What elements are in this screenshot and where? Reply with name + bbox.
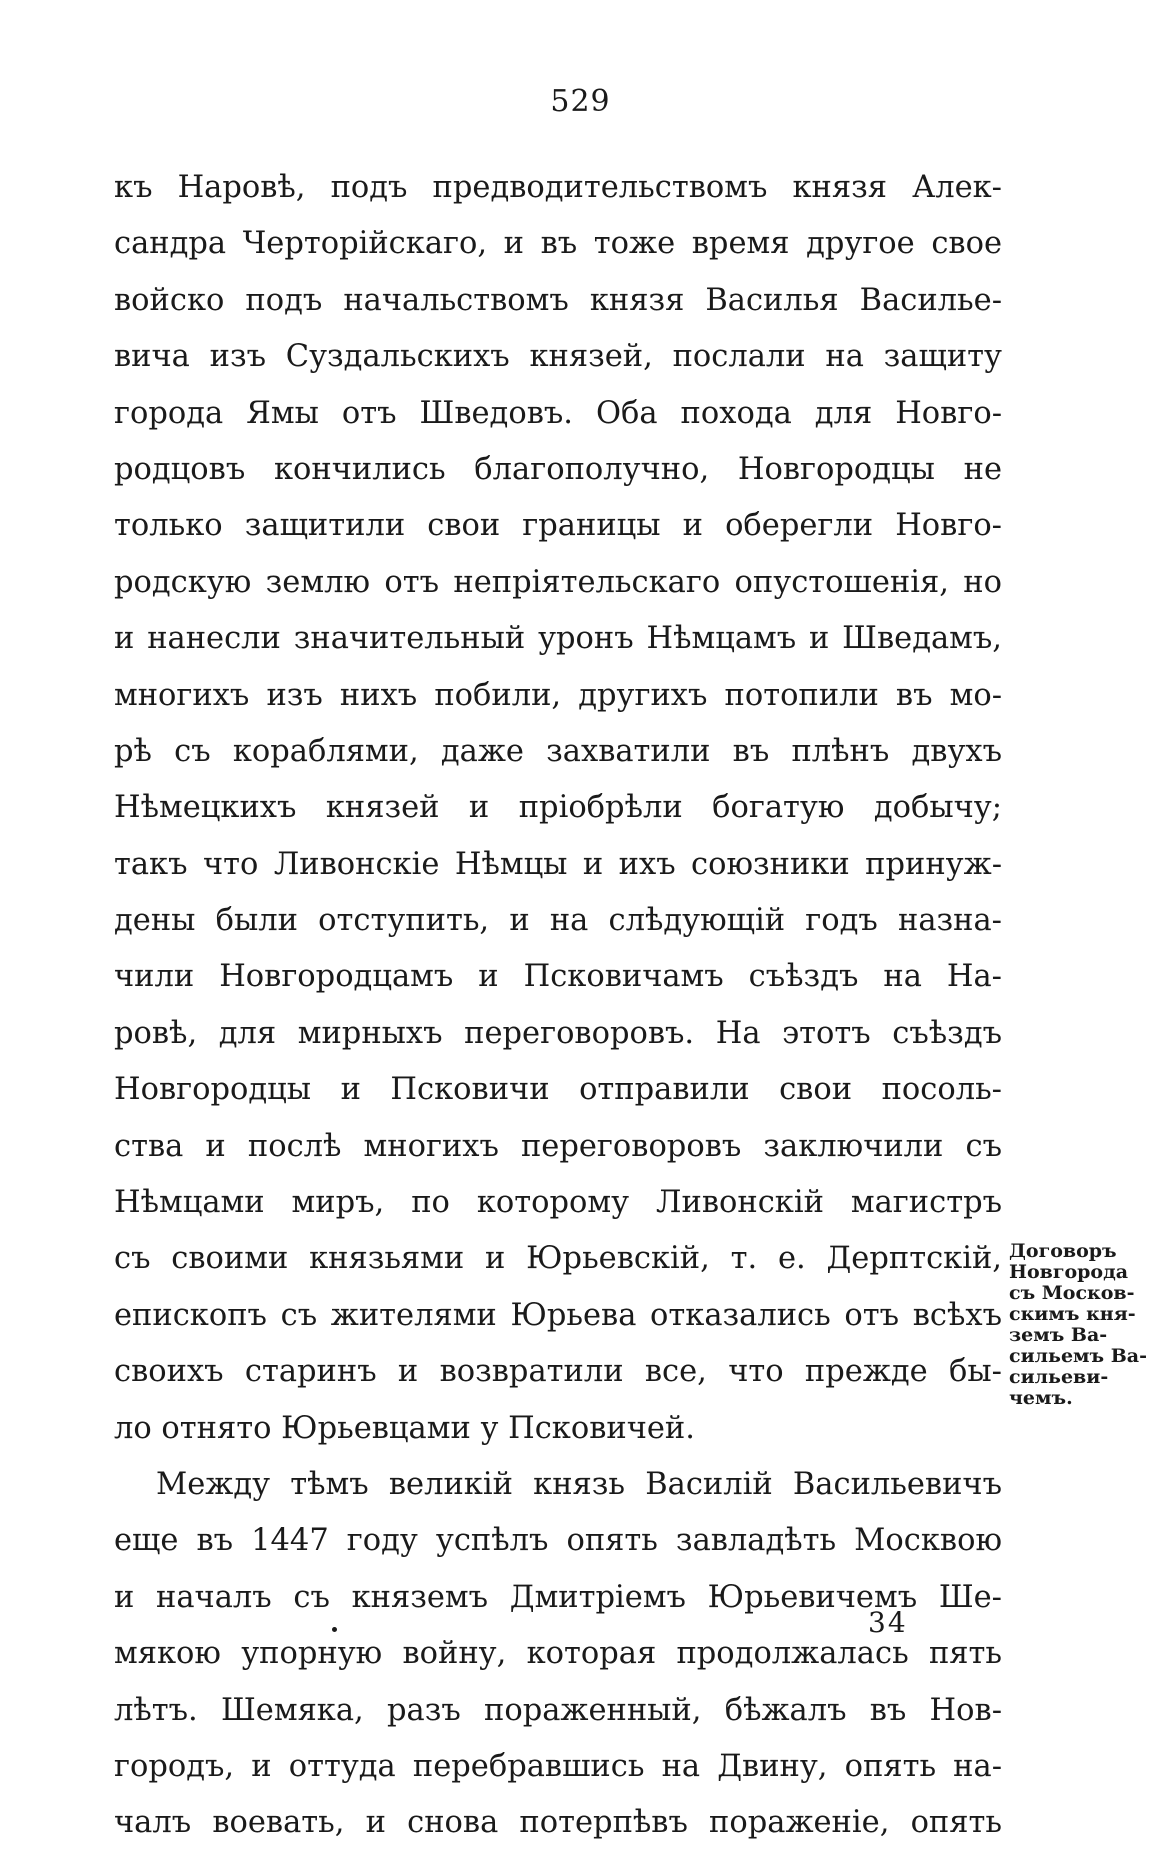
text-line: къ Наровѣ, подъ предводительствомъ князя Алек- <box>114 170 1002 205</box>
text-line: города Ямы отъ Шведовъ. Оба похода для Новго- <box>114 395 1002 431</box>
text-line: чалъ воевать, и снова потерпѣвъ пораженіе, опять <box>114 1805 1002 1841</box>
text-line: своихъ старинъ и возвратили все, что прежде бы- <box>114 1354 1002 1390</box>
margin-note <box>1009 1241 1159 1409</box>
text-line: многихъ изъ нихъ побили, другихъ потопили въ мо- <box>114 677 1002 713</box>
text-line: войско подъ начальствомъ князя Василья Василье- <box>114 282 1002 318</box>
text-line: рѣ съ кораблями, даже захватили въ плѣнъ двухъ <box>114 733 1002 769</box>
text-line: и началъ съ княземъ Дмитріемъ Юрьевичемъ Ше- <box>114 1579 1002 1615</box>
text-line: только защитили свои границы и оберегли Новго- <box>114 508 1002 544</box>
text-line: епископъ съ жителями Юрьева отказались отъ всѣхъ <box>114 1297 1002 1333</box>
text-line: городъ, и оттуда перебравшись на Двину, опять на- <box>114 1748 1002 1784</box>
margin-note-line: земъ Ва- <box>1009 1324 1108 1346</box>
text-line: съ своими князьями и Юрьевскій, т. е. Дерптскій, <box>114 1241 1002 1277</box>
margin-note-line: сильеви- <box>1009 1366 1109 1388</box>
page-number: 529 <box>550 84 611 119</box>
text-line: такъ что Ливонскіе Нѣмцы и ихъ союзники принуж- <box>114 846 1002 882</box>
text-line: мякою упорную войну, которая продолжалась пять <box>114 1636 1002 1672</box>
margin-note-line: чемъ. <box>1009 1387 1073 1409</box>
text-line: ло отнято Юрьевцами у Псковичей. <box>114 1410 695 1446</box>
text-line: Новгородцы и Псковичи отправили свои посоль- <box>114 1072 1002 1108</box>
margin-note-line: скимъ кня- <box>1009 1303 1136 1325</box>
text-line: родскую землю отъ непріятельскаго опустошенія, но <box>114 564 1002 600</box>
text-line: чили Новгородцамъ и Псковичамъ съѣздъ на На- <box>114 959 1002 995</box>
footer-dot <box>332 1627 337 1632</box>
text-line: еще въ 1447 году успѣлъ опять завладѣть Москвою <box>114 1523 1002 1559</box>
text-line: дены были отступить, и на слѣдующій годъ назна- <box>114 903 1002 939</box>
text-line: и нанесли значительный уронъ Нѣмцамъ и Шведамъ, <box>114 621 1002 657</box>
text-line: сандра Черторійскаго, и въ тоже время другое свое <box>114 226 1002 262</box>
text-line: ровѣ, для мирныхъ переговоровъ. На этотъ съѣздъ <box>114 1015 1002 1051</box>
margin-note-line: съ Москов- <box>1009 1282 1135 1304</box>
body-text <box>114 160 1002 1852</box>
text-line: лѣтъ. Шемяка, разъ пораженный, бѣжалъ въ Нов- <box>114 1692 1002 1728</box>
paragraph-start-line: Между тѣмъ великій князь Василій Васильевичъ <box>156 1466 1002 1502</box>
margin-note-line: сильемъ Ва- <box>1009 1345 1147 1367</box>
text-line: вича изъ Суздальскихъ князей, послали на защиту <box>114 339 1002 375</box>
margin-note-line: Новгорода <box>1009 1261 1129 1283</box>
text-line: Нѣмцами миръ, по которому Ливонскій магистръ <box>114 1185 1002 1221</box>
signature-mark: 34 <box>868 1606 908 1639</box>
text-line: Нѣмецкихъ князей и пріобрѣли богатую добычу; <box>114 790 1002 826</box>
text-line: родцовъ кончились благополучно, Новгородцы не <box>114 451 1002 487</box>
text-line: ства и послѣ многихъ переговоровъ заключили съ <box>114 1128 1002 1164</box>
margin-note-line: Договоръ <box>1009 1240 1117 1262</box>
